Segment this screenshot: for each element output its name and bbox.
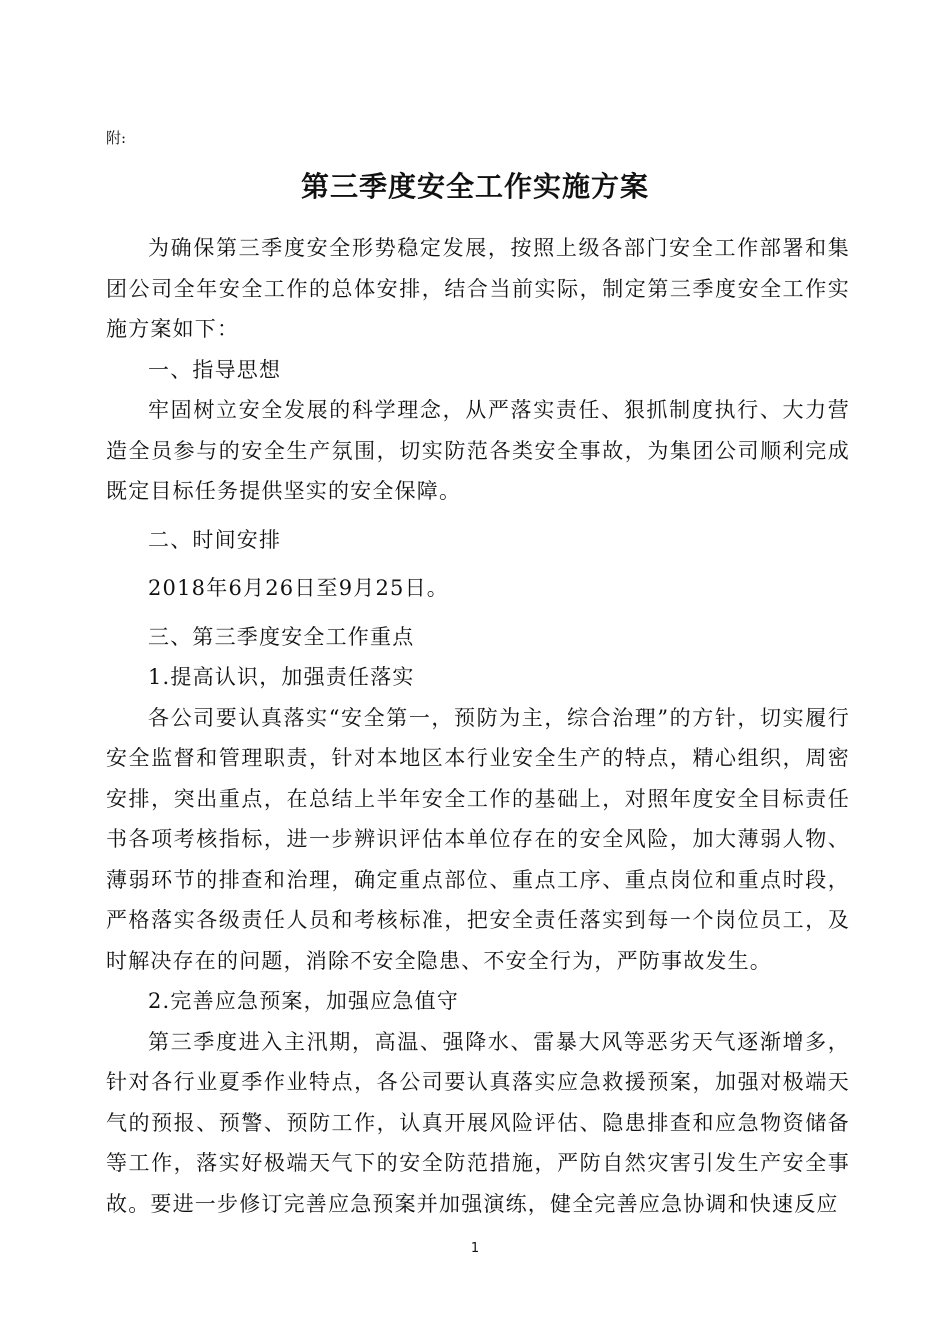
subheading-responsibility: 1.提高认识，加强责任落实 bbox=[148, 665, 415, 689]
section-heading-schedule: 二、时间安排 bbox=[148, 527, 282, 552]
subheading-emergency-plan: 2.完善应急预案，加强应急值守 bbox=[148, 989, 460, 1013]
attachment-label: 附: bbox=[106, 129, 127, 147]
section-heading-guiding-ideology: 一、指导思想 bbox=[148, 357, 282, 382]
schedule-paragraph: 2018年6月26日至9月25日。 bbox=[148, 576, 450, 600]
section-heading-key-work: 三、第三季度安全工作重点 bbox=[148, 624, 415, 649]
intro-paragraph: 为确保第三季度安全形势稳定发展，按照上级各部门安全工作部署和集团公司全年安全工作的总体安排，结合当前实际，制定第三季度安全工作实施方案如下： bbox=[106, 236, 850, 341]
page-number: 1 bbox=[470, 1241, 480, 1256]
document-title: 第三季度安全工作实施方案 bbox=[300, 170, 649, 203]
document-body bbox=[106, 228, 850, 1224]
responsibility-paragraph: 各公司要认真落实“安全第一，预防为主，综合治理”的方针，切实履行安全监督和管理职责，针对本地区本行业安全生产的特点，精心组织，周密安排，突出重点，在总结上半年安全工作的基础上，对照年度安全目标责任书各项考核指标，进一步辨识评估本单位存在的安全风险，加大薄弱人物、薄弱环节的排查和治理，确定重点部位、重点工序、重点岗位和重点时段，严格落实各级责任人员和考核标准，把安全责任落实到每一个岗位员工，及时解决存在的问题，消除不安全隐患、不安全行为，严防事故发生。 bbox=[106, 705, 850, 973]
guiding-ideology-paragraph: 牢固树立安全发展的科学理念，从严落实责任、狠抓制度执行、大力营造全员参与的安全生产氛围，切实防范各类安全事故，为集团公司顺利完成既定目标任务提供坚实的安全保障。 bbox=[106, 398, 850, 503]
emergency-plan-paragraph: 第三季度进入主汛期，高温、强降水、雷暴大风等恶劣天气逐渐增多，针对各行业夏季作业特点，各公司要认真落实应急救援预案，加强对极端天气的预报、预警、预防工作，认真开展风险评估、隐患排查和应急物资储备等工作，落实好极端天气下的安全防范措施，严防自然灾害引发生产安全事故。要进一步修订完善应急预案并加强演练，健全完善应急协调和快速反应 bbox=[106, 1029, 850, 1216]
